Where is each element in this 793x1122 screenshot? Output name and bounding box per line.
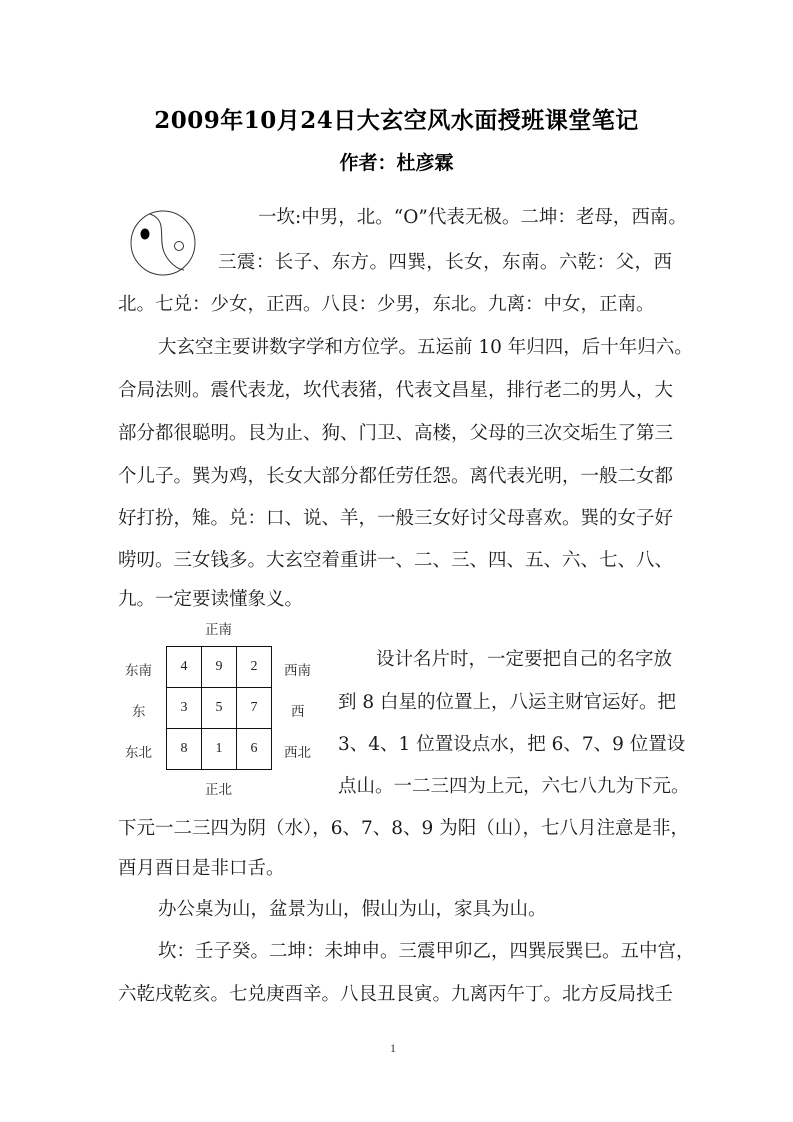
document-title: 2009年10月24日大玄空风水面授班课堂笔记 [154,107,639,134]
label-dong-nan: 东南 [125,663,152,679]
grid-cell: 7 [237,688,272,729]
paragraph-2-line-7: 九。一定要读懂象义。 [118,589,304,610]
label-dong-bei: 东北 [125,745,152,761]
label-xi: 西 [291,704,305,720]
grid-cell: 5 [202,688,237,729]
grid-row [167,688,272,729]
paragraph-1-line-3: 北。七兑：少女，正西。八艮：少男，东北。九离：中女，正南。 [118,294,655,315]
document-author: 作者：杜彦霖 [339,152,454,174]
label-zheng-nan: 正南 [205,622,232,638]
luoshu-grid-diagram [115,612,335,802]
label-xi-bei: 西北 [284,745,311,761]
grid-row [167,647,272,688]
paragraph-5-line-1: 坎：壬子癸。二坤：未坤申。三震甲卯乙，四巽辰巽巳。五中宫， [158,941,695,962]
paragraph-2-line-6: 唠叨。三女钱多。大玄空着重讲一、二、三、四、五、六、七、八、 [118,550,674,571]
grid-cell: 8 [167,729,202,770]
paragraph-3-line-6: 酉月酉日是非口舌。 [118,858,285,879]
grid-row [167,729,272,770]
paragraph-3-line-4: 点山。一二三四为上元，六七八九为下元。 [338,776,690,797]
label-zheng-bei: 正北 [205,782,232,798]
page-number: 1 [390,1041,396,1055]
paragraph-2-line-5: 好打扮，雉。兑：口、说、羊，一般三女好讨父母喜欢。巽的女子好 [118,508,674,529]
label-xi-nan: 西南 [284,663,311,679]
paragraph-3-line-2: 到 8 白星的位置上，八运主财官运好。把 [338,692,677,713]
label-dong: 东 [132,704,146,720]
paragraph-2-line-1: 大玄空主要讲数字学和方位学。五运前 10 年归四，后十年归六。 [158,337,693,358]
grid-cell: 9 [202,647,237,688]
paragraph-3-line-1: 设计名片时，一定要把自己的名字放 [376,649,673,670]
paragraph-1-line-2: 三震：长子、东方。四巽，长女，东南。六乾：父，西 [218,252,672,273]
paragraph-2-line-3: 部分都很聪明。艮为止、狗、门卫、高楼，父母的三次交垢生了第三 [118,423,674,444]
paragraph-4-line-1: 办公桌为山，盆景为山，假山为山，家具为山。 [158,899,547,920]
taiji-yin-yang-icon [128,208,198,278]
paragraph-3-line-3: 3、4、1 位置设点水，把 6、7、9 位置设 [338,734,686,755]
luoshu-number-grid [166,646,272,770]
paragraph-2-line-4: 个儿子。巽为鸡，长女大部分都任劳任怨。离代表光明，一般二女都 [118,466,674,487]
paragraph-5-line-2: 六乾戌乾亥。七兑庚酉辛。八艮丑艮寅。九离丙午丁。北方反局找壬 [118,984,674,1005]
grid-cell: 4 [167,647,202,688]
paragraph-1-line-1: 一坎:中男，北。“O”代表无极。二坤：老母，西南。 [258,207,687,228]
paragraph-3-line-5: 下元一二三四为阴（水），6、7、8、9 为阳（山），七八月注意是非， [118,818,689,839]
grid-cell: 3 [167,688,202,729]
grid-cell: 1 [202,729,237,770]
paragraph-2-line-2: 合局法则。震代表龙，坎代表猪，代表文昌星，排行老二的男人，大 [118,380,674,401]
grid-cell: 2 [237,647,272,688]
grid-cell: 6 [237,729,272,770]
